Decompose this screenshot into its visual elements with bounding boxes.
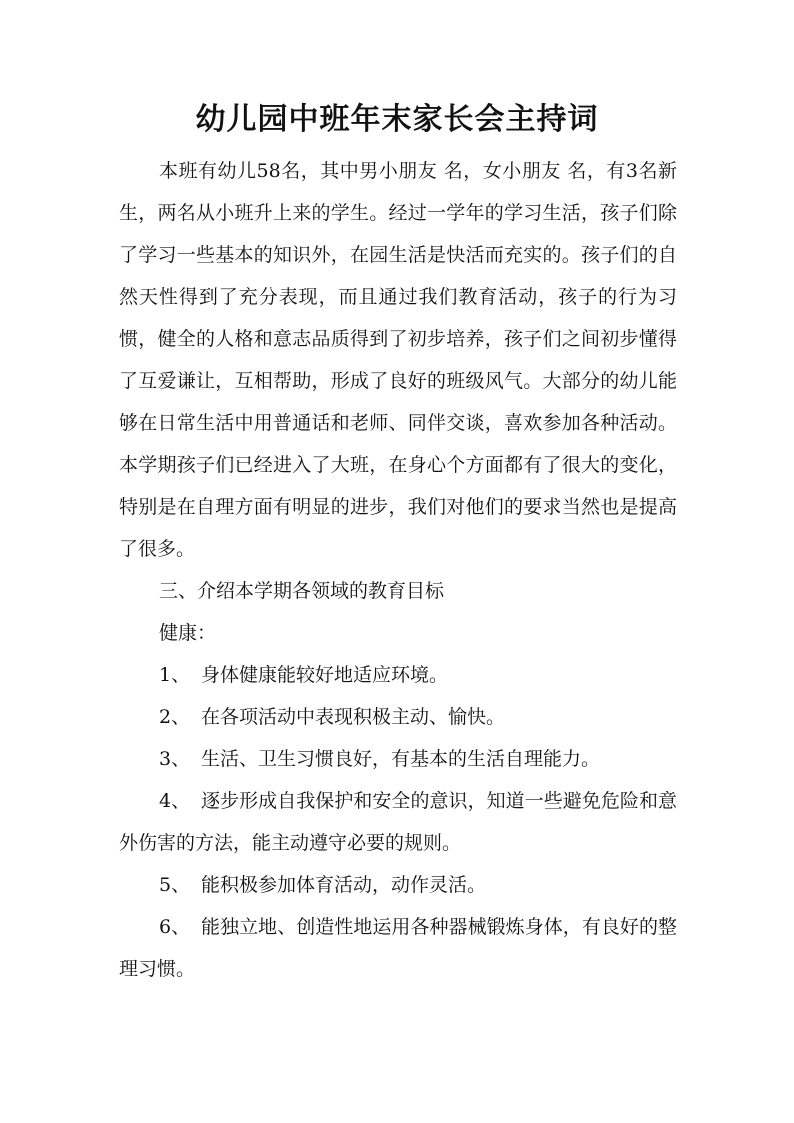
list-item-text: 能积极参加体育活动，动作灵活。 bbox=[201, 874, 487, 896]
list-item bbox=[119, 738, 677, 780]
list-item bbox=[119, 864, 677, 906]
list-item-number: 1、 bbox=[159, 664, 191, 686]
list-item bbox=[119, 906, 677, 990]
list-item bbox=[119, 780, 677, 864]
subsection-heading: 健康： bbox=[159, 622, 217, 644]
list-item-number: 2、 bbox=[159, 706, 191, 728]
section-heading: 三、介绍本学期各领域的教育目标 bbox=[159, 580, 445, 602]
list-item-number: 5、 bbox=[159, 874, 191, 896]
intro-paragraph: 本班有幼儿58名，其中男小朋友 名，女小朋友 名，有3名新生，两名从小班升上来的学生。经过一学年的学习生活，孩子们除了学习一些基本的知识外，在园生活是快活而充实的。孩子们的自然天性得到了充分表现，而且通过我们教育活动，孩子的行为习惯，健全的人格和意志品质得到了初步培养，孩子们之间初步懂得了互爱谦让，互相帮助，形成了良好的班级风气。大部分的幼儿能够在日常生活中用普通话和老师、同伴交谈，喜欢参加各种活动。本学期孩子们已经进入了大班，在身心个方面都有了很大的变化，特别是在自理方面有明显的进步，我们对他们的要求当然也是提高了很多。 bbox=[119, 160, 677, 560]
document-title: 幼儿园中班年末家长会主持词 bbox=[195, 102, 599, 137]
list-item-number: 3、 bbox=[159, 748, 191, 770]
document-body bbox=[119, 150, 677, 990]
list-item bbox=[119, 696, 677, 738]
list-item-text: 身体健康能较好地适应环境。 bbox=[201, 664, 449, 686]
list-item bbox=[119, 654, 677, 696]
list-item-text: 能独立地、创造性地运用各种器械锻炼身体，有良好的整理习惯。 bbox=[119, 916, 677, 980]
list-item-number: 4、 bbox=[159, 790, 191, 812]
list-item-number: 6、 bbox=[159, 916, 191, 938]
list-item-text: 生活、卫生习惯良好，有基本的生活自理能力。 bbox=[201, 748, 601, 770]
list-item-text: 逐步形成自我保护和安全的意识，知道一些避免危险和意外伤害的方法，能主动遵守必要的规则。 bbox=[119, 790, 677, 854]
list-item-text: 在各项活动中表现积极主动、愉快。 bbox=[201, 706, 506, 728]
